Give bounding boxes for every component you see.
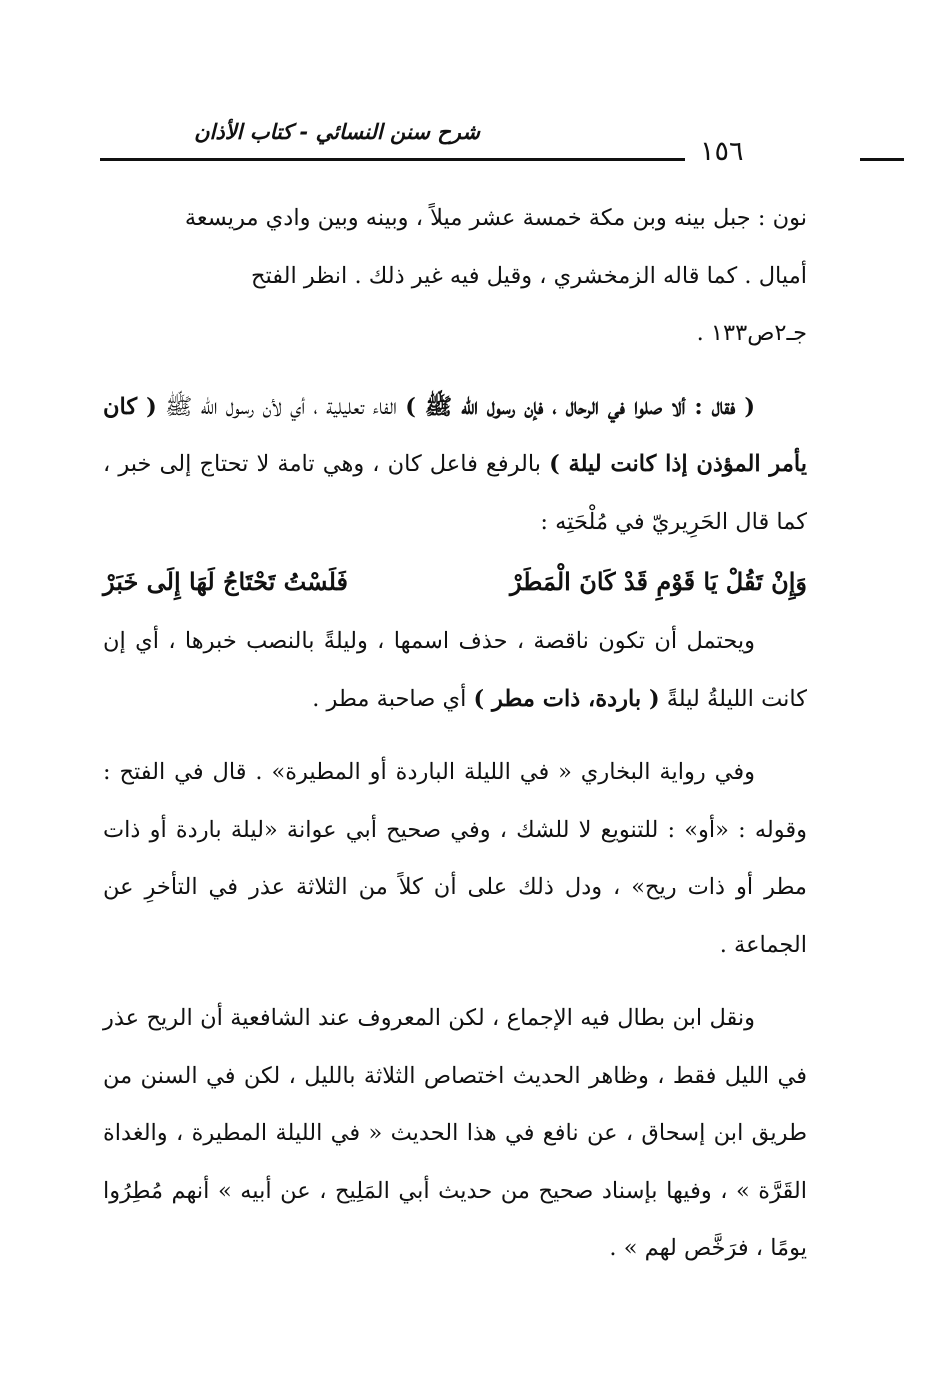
commentary-text: وفي رواية البخاري « في الليلة الباردة أو المطيرة» . قال في الفتح : وقوله : «أو» : للتنويع لا للشك ، وفي صحيح أبي عوانة «ليلة باردة أو ذات مطر أو ذات ريح» ، ودل ذلك على أن كلاً من الثلاثة عذر في التأخرِ عن الجماعة . [103,759,807,958]
page-number: ١٥٦ [700,136,744,167]
commentary-text: ويحتمل أن تكون ناقصة ، حذف اسمها ، وليلةً بالنصب خبرها ، أي إن كانت الليلةُ ليلةً [103,628,807,712]
commentary-text: ونقل ابن بطال فيه الإجماع ، لكن المعروف عند الشافعية أن الريح عذر في الليل فقط ، وظاهر الحديث اختصاص الثلاثة بالليل ، لكن في السنن من طريق ابن إسحاق ، عن نافع في هذا الحديث « في الليلة المطيرة ، والغداة القَرَّة » ، وفيها بإسناد صحيح من حديث أبي المَلِيح ، عن أبيه » أنهم مُطِرُوا يومًا ، فرَخَّص لهم » . [103,1005,807,1261]
hadith-quote: ( باردة، ذات مطر ) [473,685,660,712]
running-title: شرح سنن النسائي - كتاب الأذان [194,120,480,144]
paragraph-hadith-commentary [103,379,807,552]
header-rule [100,158,685,161]
hadith-quote: ( فقال : ألا صلوا في الرحال ، فإن رسول الله ﷺ ) [405,393,755,420]
commentary-text: بالرفع فاعل كان ، وهي تامة لا تحتاج إلى خبر ، كما قال الحَرِيريّ في مُلْحَتِه : [103,451,807,535]
text-line: جـ٢ص١٣٣ . [696,320,807,346]
page-header [100,112,805,172]
paragraph-bukhari-narration [103,744,807,974]
commentary-text: أي صاحبة مطر . [312,685,474,712]
paragraph-alternative-reading [103,613,807,728]
text-line: أميال . كما قاله الزمخشري ، وقيل فيه غير ذلك . انظر الفتح [250,262,807,289]
text-line: نون : جبل بينه وبن مكة خمسة عشر ميلاً ، وبينه وبين وادي مريسعة [184,205,807,231]
poetry-verse [103,551,807,613]
paragraph-consensus [103,990,807,1278]
paragraph-footnote-continuation [103,190,807,363]
verse-first-hemistich: وَإِنْ تَقُلْ يَا قَوْمِ قَدْ كَانَ الْمَطَرْ [510,567,807,596]
page-number-dash [860,158,904,161]
hadith-quote: ( كان يأمر المؤذن إذا كانت ليلة ) [103,393,807,477]
body-text [103,190,807,1278]
verse-second-hemistich: فَلَسْتُ تَحْتَاجُ لَهَا إِلَى خَبَرْ [103,567,349,596]
commentary-text: الفاء تعليلية ، أي لأن رسول الله ﷺ [156,393,406,420]
